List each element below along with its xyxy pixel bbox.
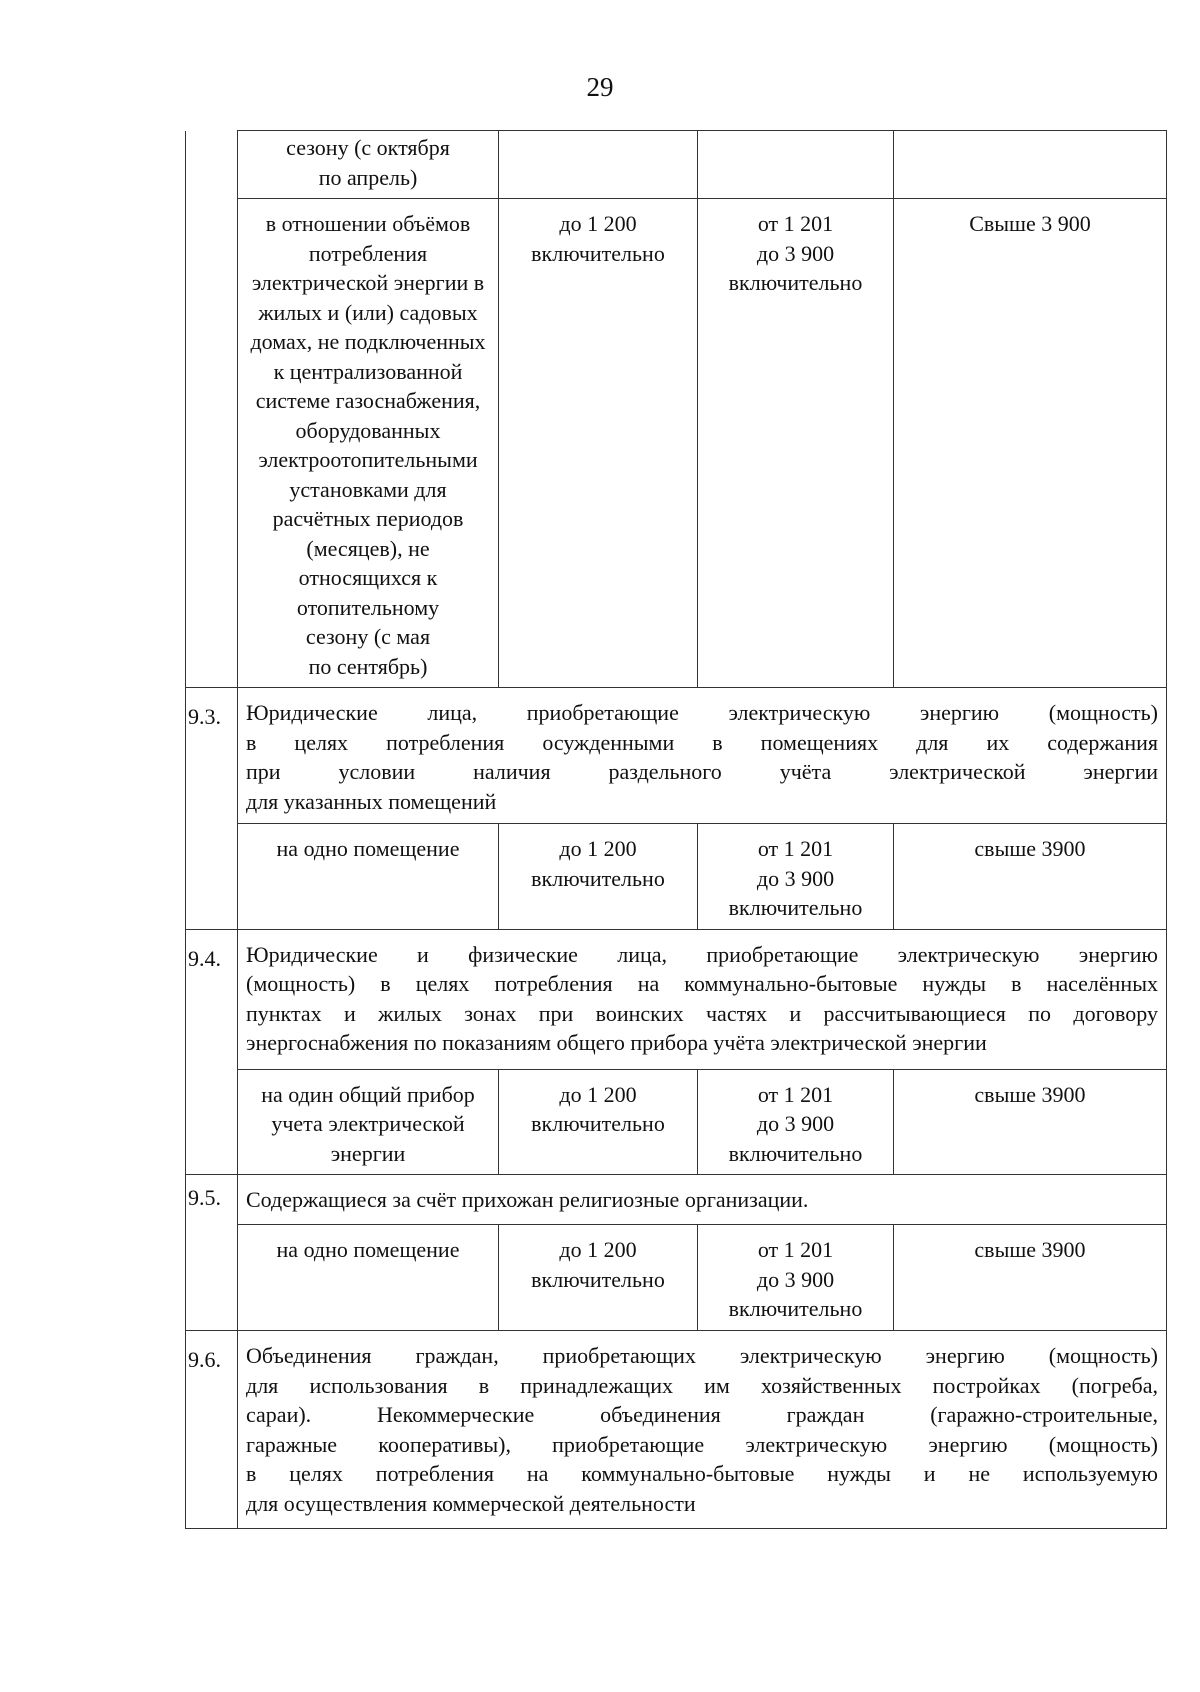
text-line: от 1 201 (757, 836, 834, 861)
volume-range-1 (499, 199, 698, 688)
text-line: свыше 3900 (974, 1081, 1086, 1107)
text-line: включительно (531, 240, 665, 266)
row-number-cell (186, 824, 238, 930)
text-line: до 1 200 (559, 1081, 637, 1107)
table-row (186, 1069, 1167, 1175)
text-line: свыше 3900 (974, 1237, 1086, 1262)
text-line: включительно (531, 865, 665, 891)
volume-range-2 (698, 1069, 894, 1175)
text-line: для использования в принадлежащих им хозяйственных постройках (погреба, (246, 1372, 1158, 1398)
table-row (186, 688, 1167, 824)
text-line: сезону (с октября (286, 135, 450, 160)
volume-range-2 (698, 824, 894, 930)
text-line: свыше 3900 (974, 836, 1086, 861)
category-heading (238, 1331, 1167, 1529)
text-line: сезону (с мая (305, 624, 431, 649)
row-number-cell (186, 1225, 238, 1331)
text-line: для указанных помещений (246, 788, 497, 814)
consumer-description (238, 131, 499, 199)
text-line: домах, не подключенных (250, 329, 486, 354)
text-line: жилых и (или) садовых (258, 299, 478, 325)
text-line: в целях потребления на коммунально-бытовые нужды и не используемую (246, 1461, 1158, 1486)
consumer-description (238, 824, 499, 930)
text-line: Содержащиеся за счёт прихожан религиозные организации. (246, 1187, 809, 1212)
volume-range-3 (894, 1069, 1167, 1175)
row-number-cell (186, 199, 238, 688)
text-line: Юридические лица, приобретающие электрическую энергию (мощность) (246, 700, 1158, 725)
page-number: 29 (586, 72, 614, 102)
table-row (186, 1331, 1167, 1529)
category-heading (238, 929, 1167, 1069)
row-number: 9.4. (186, 929, 238, 1069)
text-line: в отношении объёмов (265, 211, 471, 236)
text-line: электроотопительными (258, 447, 478, 472)
volume-range-2 (698, 1225, 894, 1331)
text-line: в целях потребления осужденными в помещениях для их содержания (246, 729, 1158, 755)
text-line: оборудованных (295, 417, 441, 443)
text-line: до 3 900 (756, 1111, 835, 1136)
category-heading (238, 1175, 1167, 1225)
text-line: включительно (531, 1266, 665, 1292)
text-line: (месяцев), не (306, 535, 430, 561)
text-line: к централизованной (273, 358, 463, 384)
text-line: отопительному (296, 594, 440, 620)
volume-range-1 (499, 1069, 698, 1175)
text-line: по апрель) (318, 164, 418, 190)
text-line: до 1 200 (559, 1237, 637, 1262)
text-line: по сентябрь) (308, 653, 428, 679)
text-line: при условии наличия раздельного учёта электрической энергии (246, 759, 1158, 784)
text-line: электрической энергии в (251, 270, 485, 295)
volume-range-2 (698, 131, 894, 199)
text-line: до 3 900 (756, 1266, 835, 1292)
text-line: учета электрической (271, 1111, 465, 1136)
text-line: сараи). Некоммерческие объединения граждан (гаражно-строительные, (246, 1402, 1158, 1427)
text-line: гаражные кооперативы), приобретающие электрическую энергию (мощность) (246, 1431, 1158, 1457)
row-number-cell (186, 1069, 238, 1175)
text-line: до 3 900 (756, 240, 835, 266)
text-line: до 1 200 (559, 211, 637, 236)
table-row (186, 199, 1167, 688)
volume-range-3 (894, 131, 1167, 199)
volume-range-1 (499, 1225, 698, 1331)
volume-range-3 (894, 1225, 1167, 1331)
table-row (186, 1225, 1167, 1331)
volume-range-1 (499, 824, 698, 930)
text-line: включительно (728, 1296, 863, 1321)
text-line: включительно (728, 270, 863, 295)
text-line: до 1 200 (559, 836, 637, 861)
text-line: пунктах и жилых зонах при воинских частях и рассчитывающиеся по договору (246, 1000, 1158, 1026)
consumer-description (238, 1069, 499, 1175)
row-number: 9.6. (186, 1331, 238, 1529)
consumer-description (238, 1225, 499, 1331)
text-line: до 3 900 (756, 865, 835, 891)
text-line: на одно помещение (276, 1237, 460, 1262)
text-line: на один общий прибор (261, 1081, 475, 1107)
table-row (186, 1175, 1167, 1225)
text-line: расчётных периодов (272, 506, 464, 531)
text-line: включительно (728, 1140, 863, 1166)
text-line: (мощность) в целях потребления на коммунально-бытовые нужды в населённых (246, 971, 1158, 996)
tariff-table (185, 130, 1167, 1529)
text-line: для осуществления коммерческой деятельности (246, 1490, 696, 1516)
text-line: включительно (531, 1111, 665, 1136)
text-line: на одно помещение (276, 836, 460, 861)
text-line: от 1 201 (757, 211, 834, 236)
row-number: 9.5. (186, 1175, 238, 1225)
table-row (186, 929, 1167, 1069)
row-number-cell (186, 131, 238, 199)
text-line: от 1 201 (757, 1081, 834, 1107)
volume-range-2 (698, 199, 894, 688)
volume-range-1 (499, 131, 698, 199)
text-line: энергии (330, 1140, 406, 1166)
volume-range-3 (894, 199, 1167, 688)
table-row (186, 824, 1167, 930)
text-line: от 1 201 (757, 1237, 834, 1262)
text-line: установками для (289, 476, 447, 502)
text-line: системе газоснабжения, (255, 388, 481, 413)
text-line: относящихся к (298, 565, 438, 590)
text-line: Свыше 3 900 (969, 211, 1091, 236)
table-row (186, 131, 1167, 199)
text-line: Юридические и физические лица, приобретающие электрическую энергию (246, 941, 1158, 967)
text-line: включительно (728, 895, 863, 920)
category-heading (238, 688, 1167, 824)
row-number: 9.3. (186, 688, 238, 824)
text-line: потребления (308, 240, 428, 266)
text-line: Объединения граждан, приобретающих электрическую энергию (мощность) (246, 1343, 1158, 1368)
text-line: энергоснабжения по показаниям общего прибора учёта электрической энергии (246, 1030, 987, 1055)
volume-range-3 (894, 824, 1167, 930)
consumer-description (238, 199, 499, 688)
